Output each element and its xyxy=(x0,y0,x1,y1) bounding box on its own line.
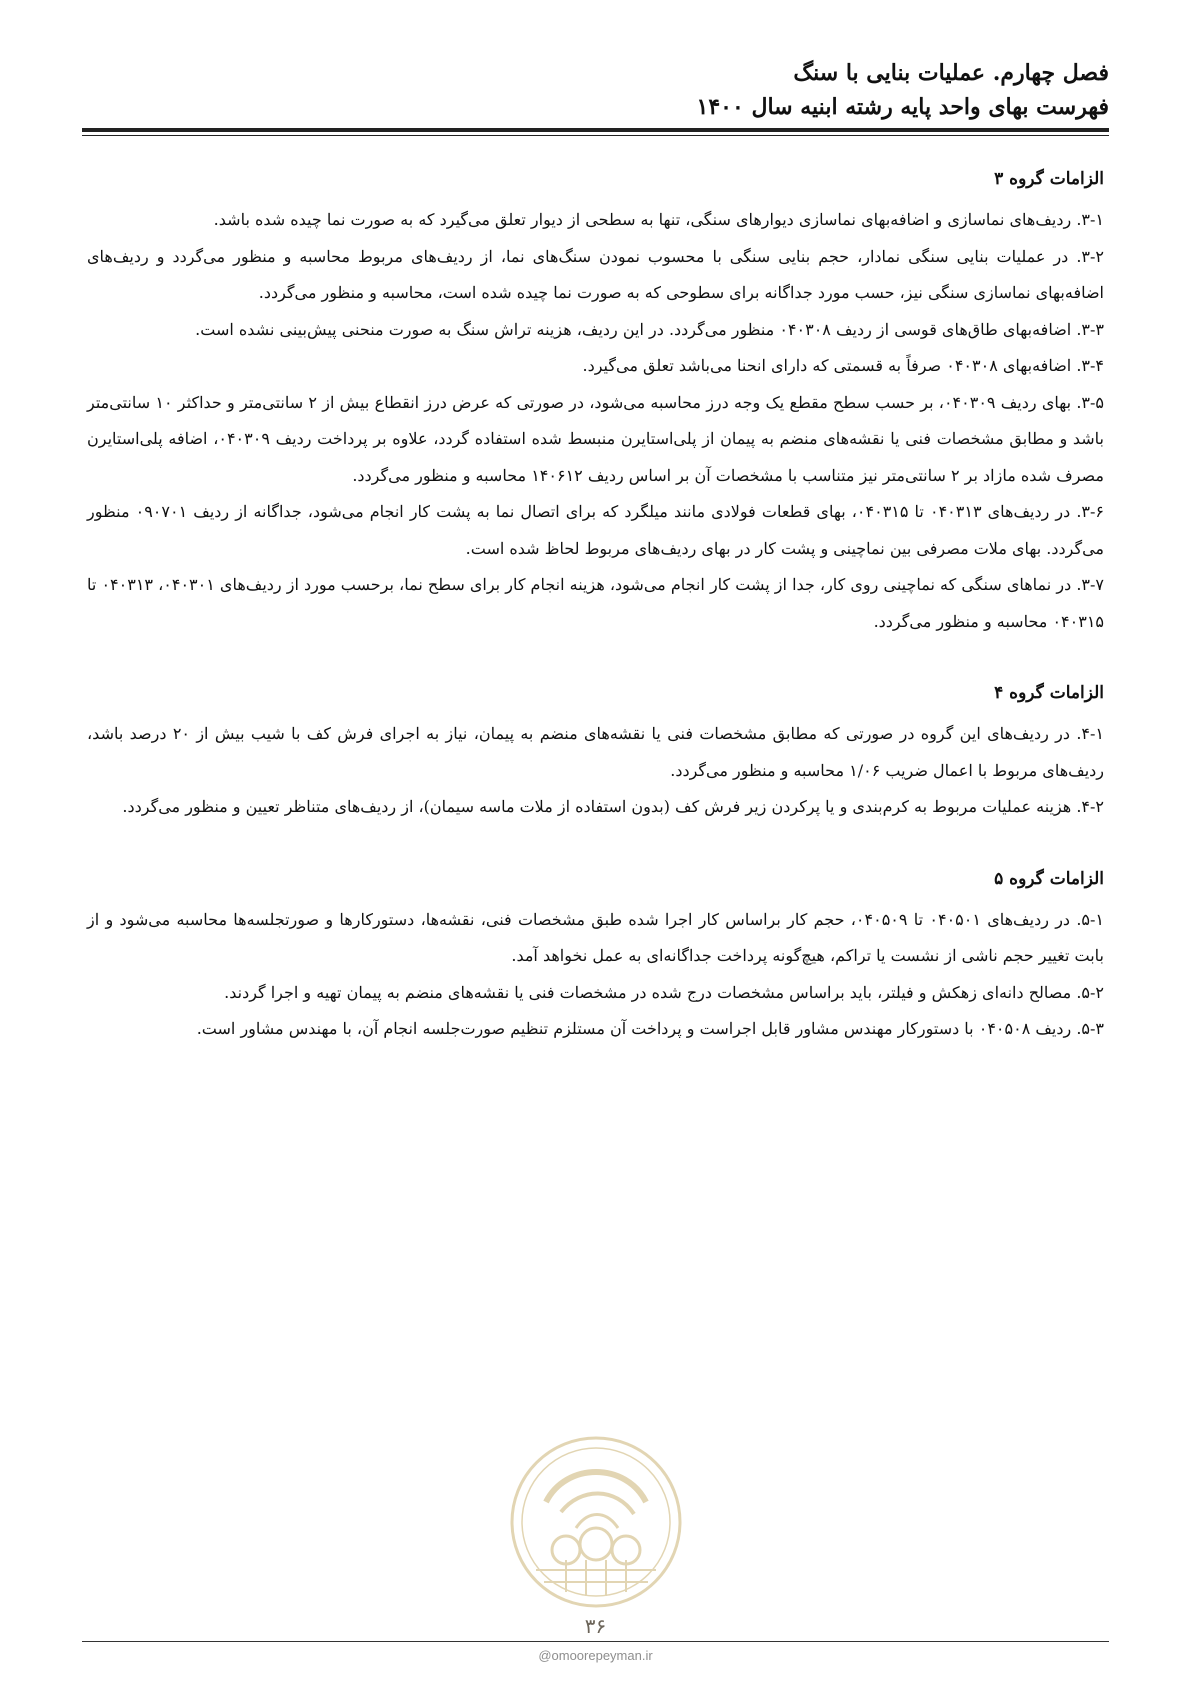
paragraph: ۴-۱. در ردیف‌های این گروه در صورتی که مطابق مشخصات فنی یا نقشه‌های منضم به پیمان، نیاز به اجرای فرش کف با شیب بیش از ۲۰ درصد باشد، ردیف‌های مربوط با اعمال ضریب ۱/۰۶ محاسبه و منظور می‌گردد. xyxy=(87,724,1104,780)
section-title: الزامات گروه ۳ xyxy=(994,169,1104,189)
section-title: الزامات گروه ۵ xyxy=(994,868,1104,889)
page-content xyxy=(87,160,1104,1082)
site-url-watermark: @omoorepeyman.ir xyxy=(538,1648,653,1663)
section-group-4 xyxy=(87,674,1104,826)
header-rule-thin xyxy=(82,135,1109,136)
section-group-3 xyxy=(87,160,1104,640)
page-header xyxy=(82,56,1109,124)
section-title: الزامات گروه ۴ xyxy=(994,683,1104,703)
paragraph: ۳-۱. ردیف‌های نماسازی و اضافه‌بهای نماسازی دیوارهای سنگی، تنها به سطحی از دیوار تعلق می‌گیرد که به صورت نما چیده شده باشد. xyxy=(213,210,1104,229)
paragraph: ۳-۳. اضافه‌بهای طاق‌های قوسی از ردیف ۰۴۰۳۰۸ منظور می‌گردد. در این ردیف، هزینه تراش سنگ به صورت منحنی پیش‌بینی نشده است. xyxy=(195,319,1104,339)
watermark-stamp-icon xyxy=(506,1432,686,1612)
paragraph: ۵-۳. ردیف ۰۴۰۵۰۸ با دستورکار مهندس مشاور قابل اجراست و پرداخت آن مستلزم تنظیم صورت‌جلسه انجام آن، با مهندس مشاور است. xyxy=(196,1019,1104,1038)
paragraph: ۳-۲. در عملیات بنایی سنگی نمادار، حجم بنایی سنگی با محسوب نمودن سنگ‌های نما، از ردیف‌های مربوط محاسبه و منظور می‌گردد و ردیف‌های اضافه‌بهای نماسازی سنگی نیز، حسب مورد جداگانه برای سطوحی که به صورت نما چیده شده است، محاسبه و منظور می‌گردد. xyxy=(87,246,1104,302)
paragraph: ۳-۴. اضافه‌بهای ۰۴۰۳۰۸ صرفاً به قسمتی که دارای انحنا می‌باشد تعلق می‌گیرد. xyxy=(582,356,1104,375)
header-rule-thick xyxy=(82,128,1109,132)
section-group-5 xyxy=(87,860,1104,1048)
paragraph: ۴-۲. هزینه عملیات مربوط به کرم‌بندی و یا پرکردن زیر فرش کف (بدون استفاده از ملات ماسه سیمان)، از ردیف‌های متناظر تعیین و منظور می‌گردد. xyxy=(122,797,1104,816)
paragraph: ۳-۷. در نماهای سنگی که نماچینی روی کار، جدا از پشت کار انجام می‌شود، هزینه انجام کار برای سطح نما، برحسب مورد از ردیف‌های ۰۴۰۳۰۱، ۰۴۰۳۱۳ تا ۰۴۰۳۱۵ محاسبه و منظور می‌گردد. xyxy=(87,575,1104,631)
chapter-title: فصل چهارم. عملیات بنایی با سنگ xyxy=(793,60,1109,86)
book-title: فهرست بهای واحد پایه رشته ابنیه سال ۱۴۰۰ xyxy=(696,94,1109,120)
page-number: ۳۶ xyxy=(584,1614,607,1638)
footer-rule xyxy=(82,1641,1109,1642)
paragraph: ۳-۶. در ردیف‌های ۰۴۰۳۱۳ تا ۰۴۰۳۱۵، بهای قطعات فولادی مانند میلگرد که برای اتصال نما به پشت کار انجام می‌شود، جداگانه از ردیف ۰۹۰۷۰۱ منظور می‌گردد. بهای ملات مصرفی بین نماچینی و پشت کار در بهای ردیف‌های مربوط لحاظ شده است. xyxy=(87,502,1105,558)
paragraph: ۵-۱. در ردیف‌های ۰۴۰۵۰۱ تا ۰۴۰۵۰۹، حجم کار براساس کار اجرا شده طبق مشخصات فنی، نقشه‌ها، دستورکارها و صورتجلسه‌ها محاسبه می‌شود و از بابت تغییر حجم ناشی از نشست یا تراکم، هیچ‌گونه پرداخت جداگانه‌ای به عمل نخواهد آمد. xyxy=(87,909,1105,965)
paragraph: ۵-۲. مصالح دانه‌ای زهکش و فیلتر، باید براساس مشخصات درج شده در مشخصات فنی یا نقشه‌های منضم به پیمان تهیه و اجرا گردند. xyxy=(224,982,1104,1002)
paragraph: ۳-۵. بهای ردیف ۰۴۰۳۰۹، بر حسب سطح مقطع یک وجه درز محاسبه می‌شود، در صورتی که عرض درز انقطاع بیش از ۲ سانتی‌متر و حداکثر ۱۰ سانتی‌متر باشد و مطابق مشخصات فنی یا نقشه‌های منضم به پیمان از پلی‌استایرن منبسط شده استفاده گردد، علاوه بر پرداخت ردیف ۰۴۰۳۰۹، اضافه پلی‌استایرن مصرف شده مازاد بر ۲ سانتی‌متر نیز متناسب با مشخصات آن بر اساس ردیف ۱۴۰۶۱۲ محاسبه و منظور می‌گردد. xyxy=(87,392,1105,485)
